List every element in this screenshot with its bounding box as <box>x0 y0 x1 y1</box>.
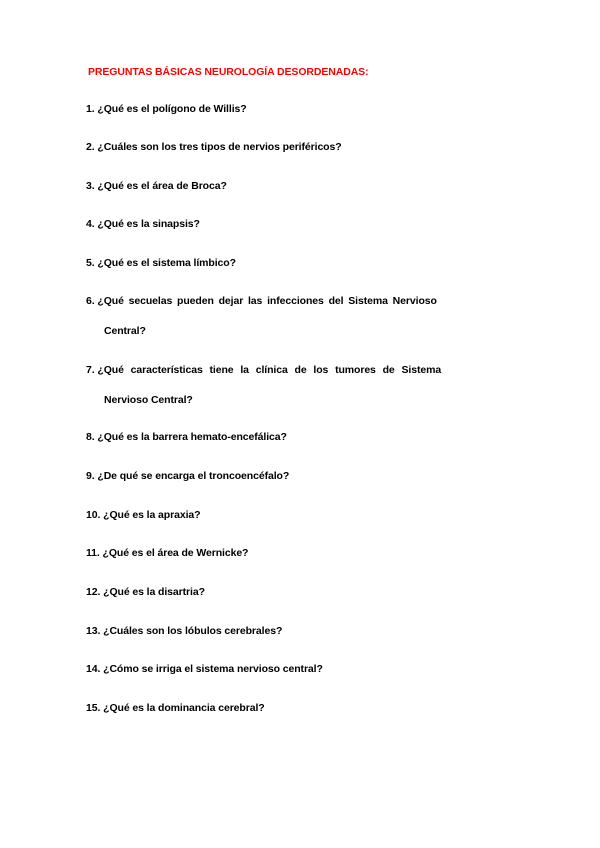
question-number: 10. <box>86 509 101 521</box>
question-number: 7. <box>86 364 95 376</box>
question-text: ¿De qué se encarga el troncoencéfalo? <box>97 470 290 482</box>
question-text: ¿Qué es el sistema límbico? <box>97 257 236 269</box>
question-text: ¿Qué es la barrera hemato-encefálica? <box>97 431 287 443</box>
question-9 <box>86 470 289 482</box>
question-text: ¿Cómo se irriga el sistema nervioso central? <box>103 663 323 675</box>
question-15 <box>86 702 265 714</box>
question-6 <box>86 295 437 307</box>
question-6-continuation: Central? <box>104 325 146 337</box>
question-text: ¿Qué es el área de Wernicke? <box>102 547 249 559</box>
question-12 <box>86 586 205 598</box>
question-2 <box>86 141 342 153</box>
question-text: ¿Qué es la dominancia cerebral? <box>103 702 265 714</box>
question-number: 6. <box>86 295 95 307</box>
question-number: 15. <box>86 702 101 714</box>
question-number: 4. <box>86 218 95 230</box>
question-11 <box>86 547 248 559</box>
question-8 <box>86 431 287 443</box>
question-number: 13. <box>86 625 101 637</box>
question-text: ¿Qué es la sinapsis? <box>97 218 200 230</box>
question-text: ¿Cuáles son los tres tipos de nervios periféricos? <box>97 141 342 153</box>
question-number: 8. <box>86 431 95 443</box>
question-7-continuation: Nervioso Central? <box>104 394 193 406</box>
question-number: 9. <box>86 470 95 482</box>
question-text: ¿Qué es el polígono de Willis? <box>97 103 247 115</box>
question-text: ¿Cuáles son los lóbulos cerebrales? <box>103 625 283 637</box>
question-number: 12. <box>86 586 101 598</box>
question-14 <box>86 663 323 675</box>
question-10 <box>86 509 200 521</box>
question-number: 3. <box>86 180 95 192</box>
question-text: ¿Qué es la apraxia? <box>103 509 201 521</box>
question-4 <box>86 218 200 230</box>
question-number: 2. <box>86 141 95 153</box>
question-number: 11. <box>86 547 100 559</box>
question-number: 1. <box>86 103 95 115</box>
question-1 <box>86 103 247 115</box>
question-5 <box>86 257 236 269</box>
question-number: 5. <box>86 257 95 269</box>
document-title: PREGUNTAS BÁSICAS NEUROLOGÍA DESORDENADAS: <box>88 66 369 78</box>
question-number: 14. <box>86 663 101 675</box>
question-text: ¿Qué es la disartria? <box>103 586 205 598</box>
question-7 <box>86 364 441 376</box>
question-text: ¿Qué secuelas pueden dejar las infecciones del Sistema Nervioso <box>97 295 437 307</box>
question-text: ¿Qué es el área de Broca? <box>97 180 227 192</box>
question-text: ¿Qué características tiene la clínica de los tumores de Sistema <box>97 364 442 376</box>
question-13 <box>86 625 282 637</box>
question-3 <box>86 180 227 192</box>
